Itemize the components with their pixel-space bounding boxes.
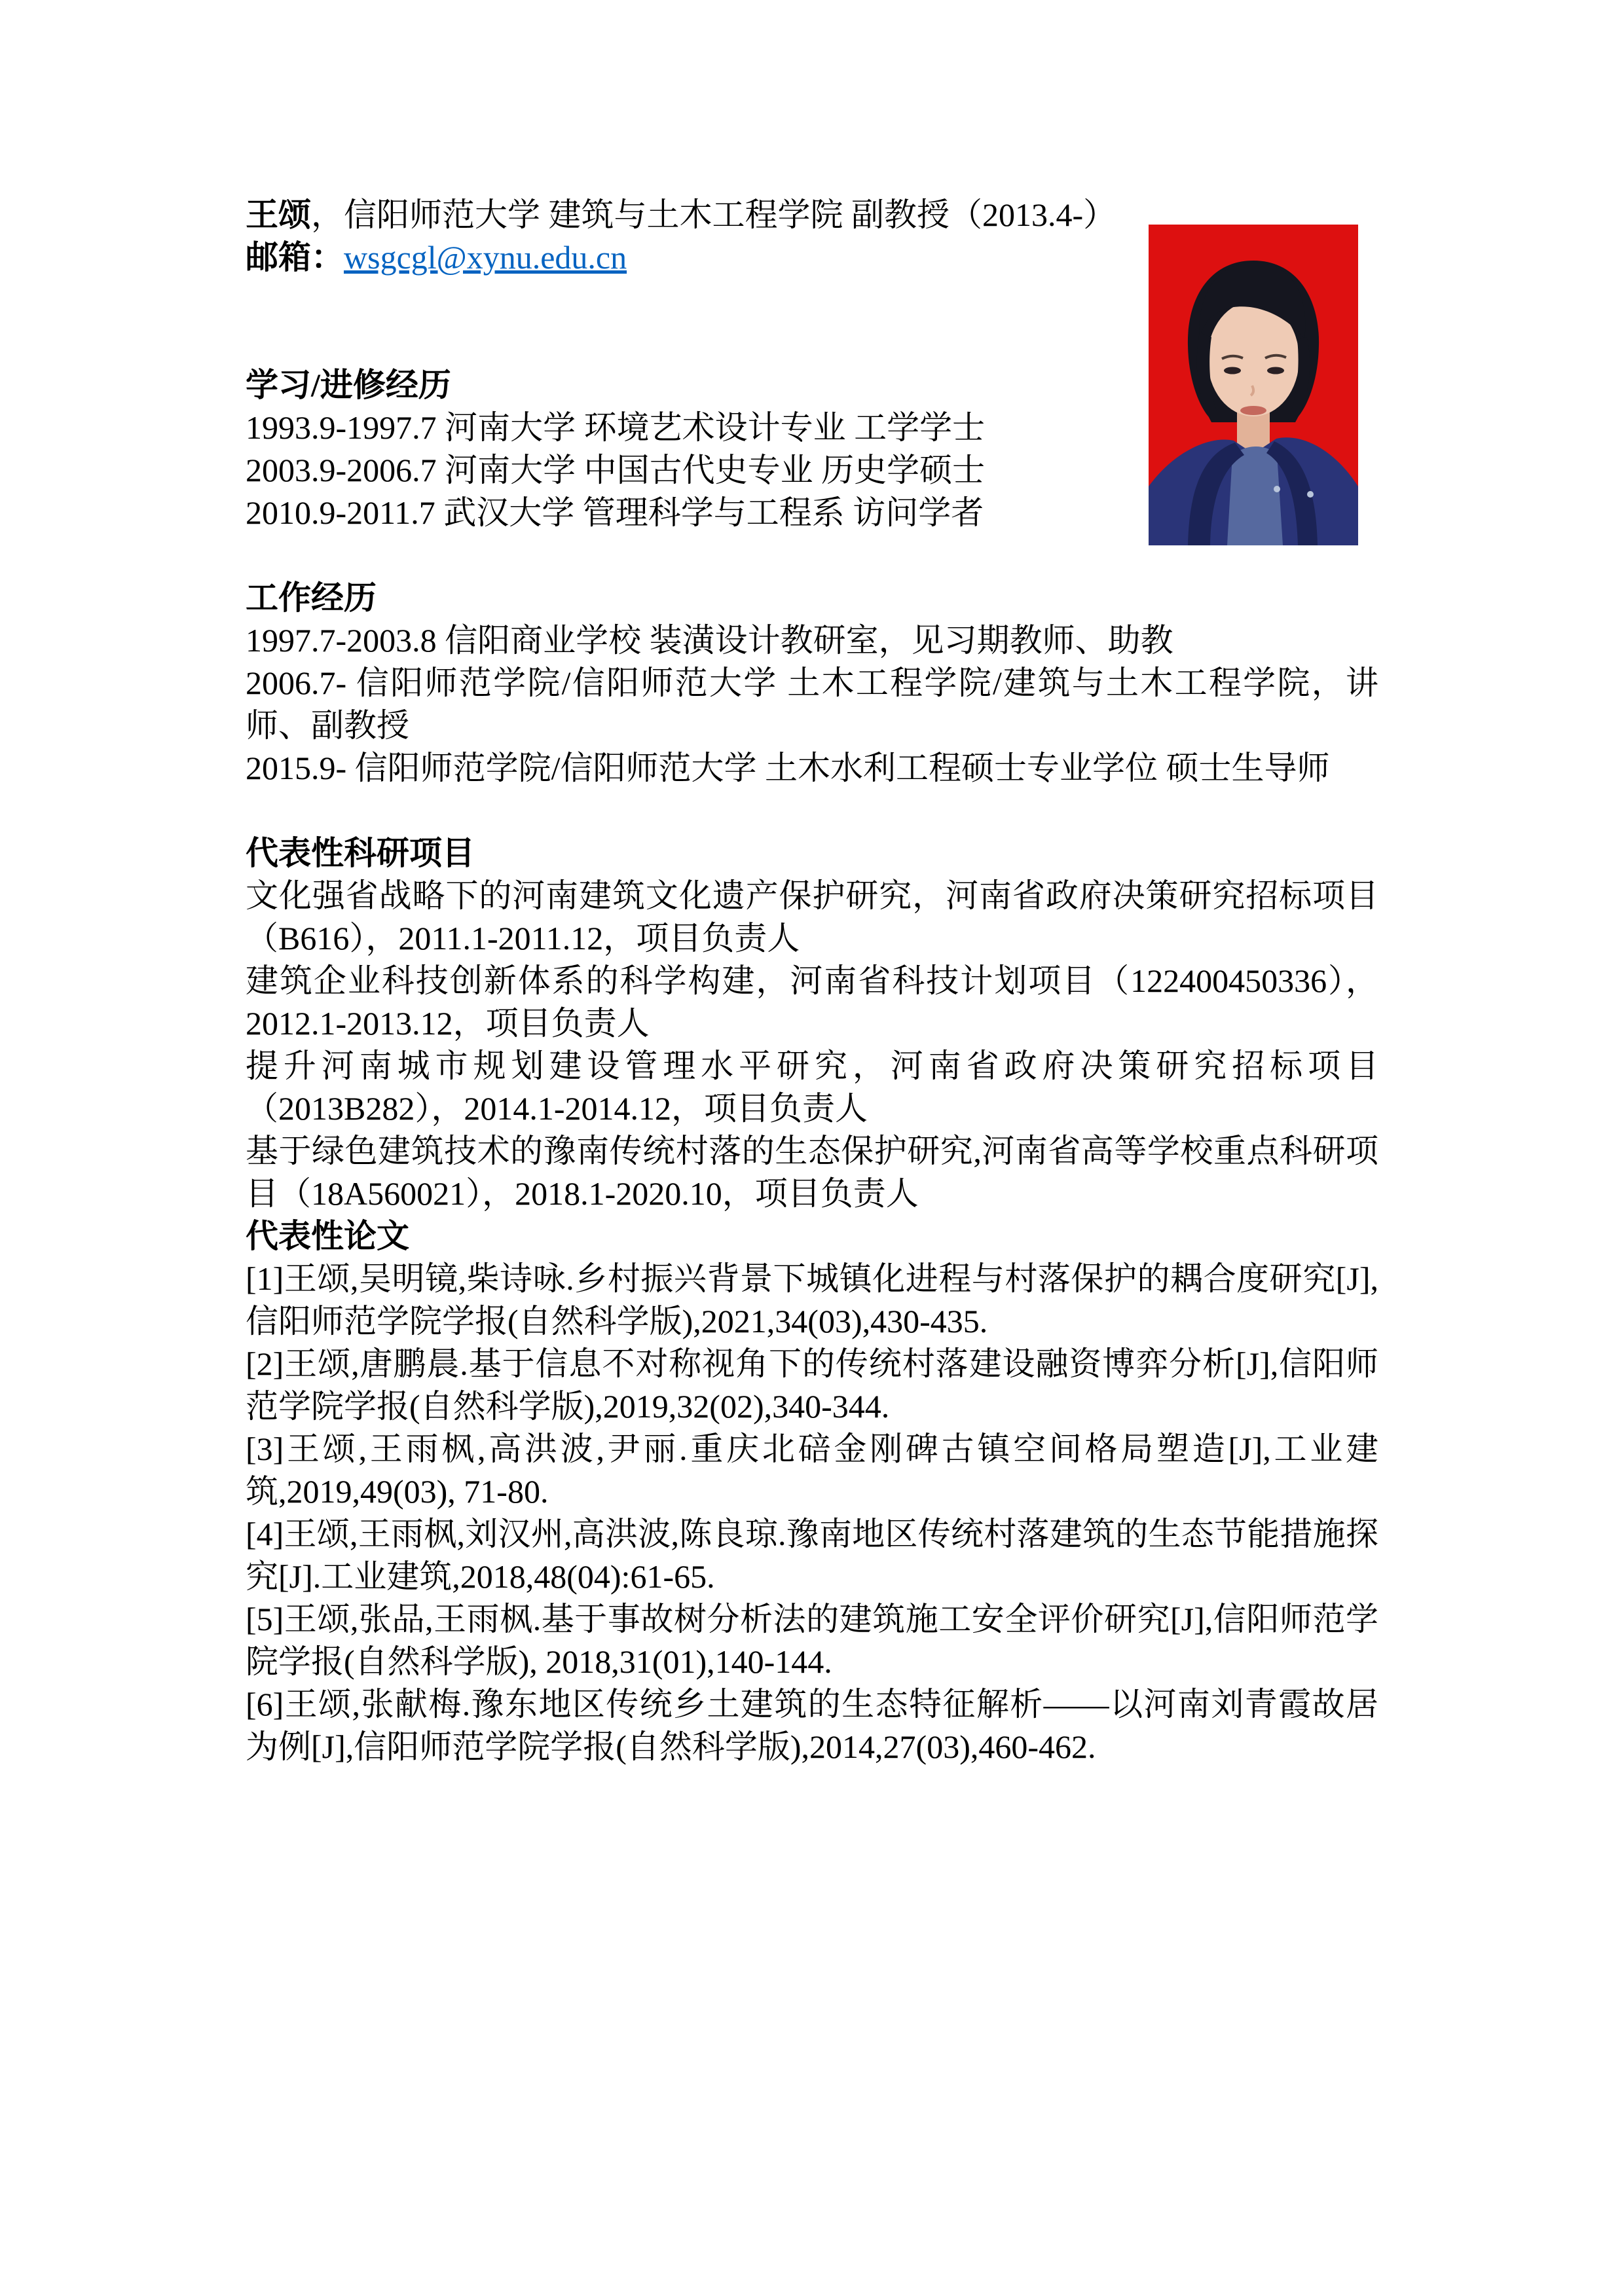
- person-title: ，信阳师范大学 建筑与土木工程学院 副教授（2013.4-）: [311, 196, 1116, 233]
- cv-content: [246, 194, 1378, 1768]
- project-item: 文化强省战略下的河南建筑文化遗产保护研究，河南省政府决策研究招标项目（B616），2011.1-2011.12，项目负责人: [246, 877, 1378, 957]
- education-item: 1993.9-1997.7 河南大学 环境艺术设计专业 工学学士: [246, 409, 986, 446]
- work-item: 2015.9- 信阳师范学院/信阳师范大学 土木水利工程硕士专业学位 硕士生导师: [246, 750, 1330, 786]
- project-item: 基于绿色建筑技术的豫南传统村落的生态保护研究,河南省高等学校重点科研项目（18A560021），2018.1-2020.10，项目负责人: [246, 1133, 1378, 1212]
- education-item: 2010.9-2011.7 武汉大学 管理科学与工程系 访问学者: [246, 494, 984, 531]
- work-item: 1997.7-2003.8 信阳商业学校 装潢设计教研室，见习期教师、助教: [246, 622, 1173, 659]
- section-papers: [246, 1215, 1378, 1768]
- paper-item: [4]王颂,王雨枫,刘汉州,高洪波,陈良琼.豫南地区传统村落建筑的生态节能措施探究[J].工业建筑,2018,48(04):61-65.: [246, 1516, 1378, 1595]
- paper-item: [6]王颂,张献梅.豫东地区传统乡土建筑的生态特征解析——以河南刘青霞故居为例[J],信阳师范学院学报(自然科学版),2014,27(03),460-462.: [246, 1686, 1378, 1765]
- paper-item: [5]王颂,张品,王雨枫.基于事故树分析法的建筑施工安全评价研究[J],信阳师范学院学报(自然科学版), 2018,31(01),140-144.: [246, 1601, 1378, 1680]
- paper-item: [2]王颂,唐鹏晨.基于信息不对称视角下的传统村落建设融资博弈分析[J],信阳师范学院学报(自然科学版),2019,32(02),340-344.: [246, 1345, 1378, 1425]
- paper-item: [3]王颂,王雨枫,高洪波,尹丽.重庆北碚金刚碑古镇空间格局塑造[J],工业建筑,2019,49(03), 71-80.: [246, 1430, 1378, 1510]
- education-item: 2003.9-2006.7 河南大学 中国古代史专业 历史学硕士: [246, 452, 986, 488]
- header-email-line: [246, 236, 1378, 279]
- work-list: [246, 619, 1378, 790]
- email-label: 邮箱：: [246, 239, 344, 276]
- section-projects: [246, 832, 1378, 1215]
- paper-item: [1]王颂,吴明镜,柴诗咏.乡村振兴背景下城镇化进程与村落保护的耦合度研究[J],信阳师范学院学报(自然科学版),2021,34(03),430-435.: [246, 1260, 1378, 1339]
- email-link[interactable]: wsgcgl@xynu.edu.cn: [344, 239, 627, 276]
- projects-list: [246, 875, 1378, 1215]
- section-work: [246, 577, 1378, 790]
- person-name: 王颂: [246, 196, 311, 233]
- education-heading: 学习/进修经历: [246, 367, 451, 403]
- work-heading: 工作经历: [246, 579, 377, 616]
- education-list: [246, 407, 1378, 534]
- project-item: 提升河南城市规划建设管理水平研究，河南省政府决策研究招标项目（2013B282），2014.1-2014.12，项目负责人: [246, 1048, 1378, 1127]
- papers-list: [246, 1258, 1378, 1768]
- work-item: 2006.7- 信阳师范学院/信阳师范大学 土木工程学院/建筑与土木工程学院，讲师、副教授: [246, 665, 1378, 744]
- section-education: [246, 364, 1378, 534]
- papers-heading: 代表性论文: [246, 1218, 409, 1254]
- projects-heading: 代表性科研项目: [246, 835, 475, 871]
- header-title-line: [246, 194, 1378, 236]
- project-item: 建筑企业科技创新体系的科学构建，河南省科技计划项目（122400450336），2012.1-2013.12，项目负责人: [246, 962, 1378, 1042]
